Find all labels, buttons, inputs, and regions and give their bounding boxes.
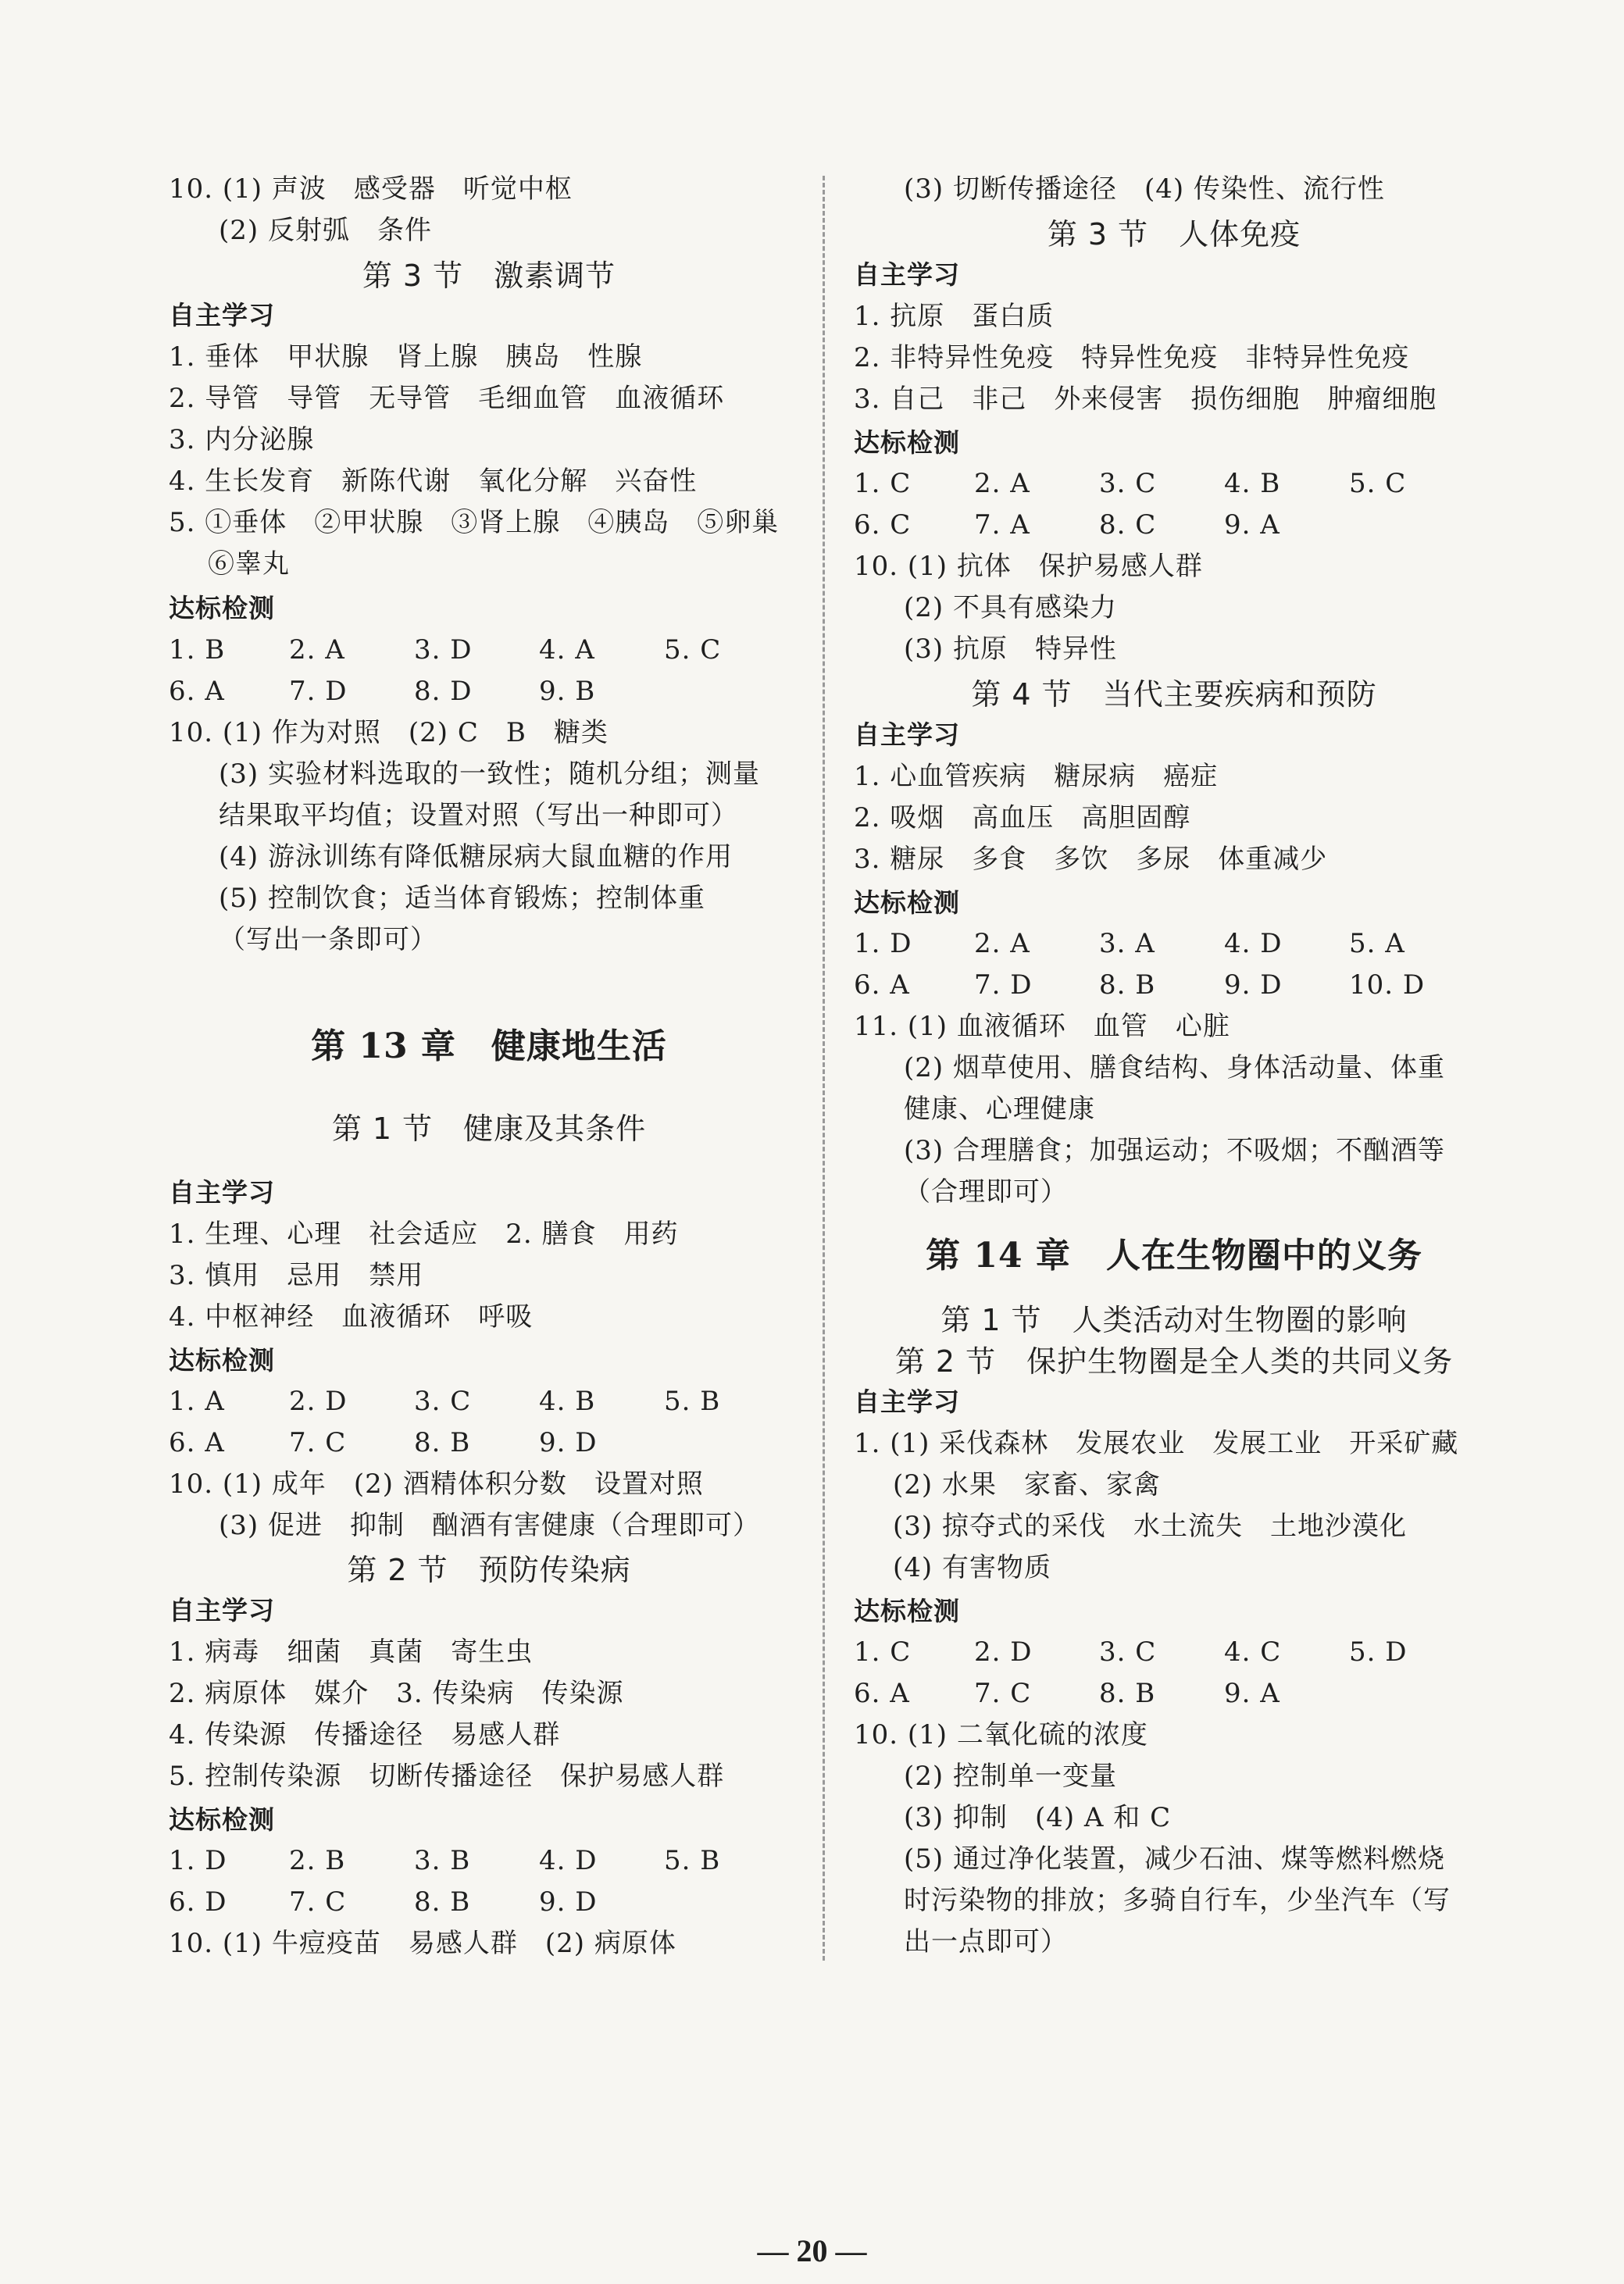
choice-answer: 8. B	[1099, 1678, 1156, 1709]
choice-answer: 9. A	[1224, 509, 1280, 541]
choice-answer: 3. A	[1099, 928, 1155, 959]
answer-line: (2) 烟草使用、膳食结构、身体活动量、体重	[904, 1052, 1445, 1083]
subheading: 自主学习	[854, 1386, 960, 1417]
answer-line: (3) 抗原 特异性	[904, 633, 1117, 665]
choice-answer: 5. D	[1349, 1636, 1408, 1668]
page-number: — 20 —	[757, 2233, 867, 2268]
section-title: 第 1 节 人类活动对生物圈的影响	[940, 1303, 1408, 1337]
answer-line: 10. (1) 作为对照 (2) C B 糖类	[169, 717, 609, 748]
answer-line: 2. 病原体 媒介 3. 传染病 传染源	[169, 1678, 624, 1709]
choice-answer: 6. A	[169, 676, 225, 707]
choice-answer: 2. A	[974, 468, 1030, 499]
answer-line: 1. 抗原 蛋白质	[854, 301, 1055, 332]
subheading: 达标检测	[169, 593, 275, 623]
section-title: 第 3 节 激素调节	[362, 259, 616, 293]
answer-line: 3. 内分泌腺	[169, 424, 315, 455]
choice-answer: 2. B	[289, 1845, 346, 1876]
chapter-title: 第 13 章 健康地生活	[311, 1026, 667, 1066]
choice-answer: 8. D	[414, 676, 473, 707]
answer-line: 健康、心理健康	[904, 1094, 1095, 1125]
choice-answer: 8. C	[1099, 509, 1157, 541]
choice-answer: 2. D	[289, 1386, 348, 1417]
answer-line: 时污染物的排放；多骑自行车，少坐汽车（写	[904, 1885, 1451, 1916]
answer-line: 11. (1) 血液循环 血管 心脏	[854, 1011, 1230, 1042]
choice-answer: 9. D	[539, 1886, 598, 1918]
choice-answer: 3. D	[414, 634, 473, 666]
subheading: 达标检测	[854, 427, 960, 458]
answer-line: (4) 游泳训练有降低糖尿病大鼠血糖的作用	[219, 841, 733, 873]
answer-line: 4. 中枢神经 血液循环 呼吸	[169, 1301, 534, 1333]
answer-line: 4. 传染源 传播途径 易感人群	[169, 1719, 561, 1750]
answer-line: (2) 控制单一变量	[904, 1761, 1117, 1792]
answer-line: 结果取平均值；设置对照（写出一种即可）	[219, 800, 738, 831]
choice-answer: 6. A	[854, 969, 910, 1001]
column-divider	[823, 176, 825, 1961]
choice-answer: 7. D	[289, 676, 348, 707]
chapter-title: 第 14 章 人在生物圈中的义务	[926, 1236, 1422, 1276]
choice-answer: 5. A	[1349, 928, 1405, 959]
choice-answer: 3. C	[1099, 1636, 1157, 1668]
section-title: 第 1 节 健康及其条件	[331, 1112, 647, 1146]
subheading: 达标检测	[169, 1345, 275, 1376]
choice-answer: 1. B	[169, 634, 226, 666]
subheading: 自主学习	[169, 1177, 275, 1208]
subheading: 自主学习	[854, 719, 960, 750]
answer-line: 10. (1) 牛痘疫苗 易感人群 (2) 病原体	[169, 1928, 676, 1959]
choice-answer: 8. B	[414, 1886, 471, 1918]
answer-line: 10. (1) 抗体 保护易感人群	[854, 551, 1203, 582]
answer-line: (2) 反射弧 条件	[219, 215, 432, 246]
answer-line: 10. (1) 成年 (2) 酒精体积分数 设置对照	[169, 1469, 704, 1500]
choice-answer: 5. B	[664, 1386, 721, 1417]
answer-line: 1. 垂体 甲状腺 肾上腺 胰岛 性腺	[169, 341, 643, 373]
choice-answer: 7. C	[974, 1678, 1032, 1709]
answer-line: 出一点即可）	[904, 1926, 1068, 1957]
choice-answer: 5. C	[1349, 468, 1407, 499]
choice-answer: 4. D	[539, 1845, 598, 1876]
answer-line: (2) 不具有感染力	[904, 592, 1117, 623]
answer-line: (3) 合理膳食；加强运动；不吸烟；不酗酒等	[904, 1135, 1445, 1166]
choice-answer: 8. B	[1099, 969, 1156, 1001]
choice-answer: 9. D	[539, 1427, 598, 1458]
answer-line: (3) 实验材料选取的一致性；随机分组；测量	[219, 758, 760, 790]
choice-answer: 9. D	[1224, 969, 1283, 1001]
choice-answer: 5. B	[664, 1845, 721, 1876]
choice-answer: 1. C	[854, 1636, 912, 1668]
answer-line: 2. 吸烟 高血压 高胆固醇	[854, 802, 1191, 833]
choice-answer: 7. D	[974, 969, 1033, 1001]
answer-line: (5) 通过净化装置，减少石油、煤等燃料燃烧	[904, 1843, 1445, 1875]
answer-line: (4) 有害物质	[893, 1552, 1051, 1583]
answer-line: （合理即可）	[904, 1176, 1068, 1208]
choice-answer: 6. D	[169, 1886, 227, 1918]
subheading: 达标检测	[169, 1804, 275, 1835]
answer-line: 10. (1) 二氧化硫的浓度	[854, 1719, 1148, 1750]
choice-answer: 4. A	[539, 634, 595, 666]
choice-answer: 10. D	[1349, 969, 1426, 1001]
section-title: 第 3 节 人体免疫	[1047, 217, 1301, 252]
answer-line: 5. 控制传染源 切断传播途径 保护易感人群	[169, 1761, 725, 1792]
choice-answer: 4. C	[1224, 1636, 1282, 1668]
subheading: 自主学习	[169, 300, 275, 330]
answer-line: 3. 糖尿 多食 多饮 多尿 体重减少	[854, 844, 1328, 875]
answer-line: 4. 生长发育 新陈代谢 氧化分解 兴奋性	[169, 466, 698, 497]
choice-answer: 9. B	[539, 676, 596, 707]
subheading: 自主学习	[854, 259, 960, 290]
choice-answer: 1. C	[854, 468, 912, 499]
answer-line: 1. 生理、心理 社会适应 2. 膳食 用药	[169, 1219, 679, 1250]
choice-answer: 5. C	[664, 634, 722, 666]
choice-answer: 8. B	[414, 1427, 471, 1458]
choice-answer: 6. C	[854, 509, 912, 541]
subheading: 自主学习	[169, 1595, 275, 1626]
answer-line: (3) 促进 抑制 酗酒有害健康（合理即可）	[219, 1510, 760, 1541]
choice-answer: 1. A	[169, 1386, 225, 1417]
choice-answer: 7. C	[289, 1427, 347, 1458]
answer-line: (3) 切断传播途径 (4) 传染性、流行性	[904, 173, 1385, 205]
answer-line: （写出一条即可）	[219, 924, 437, 955]
answer-line: (3) 掠夺式的采伐 水土流失 土地沙漠化	[893, 1511, 1407, 1542]
answer-line: 2. 非特异性免疫 特异性免疫 非特异性免疫	[854, 342, 1410, 373]
subheading: 达标检测	[854, 887, 960, 918]
choice-answer: 7. A	[974, 509, 1030, 541]
answer-line: 1. 心血管疾病 糖尿病 癌症	[854, 761, 1219, 792]
choice-answer: 9. A	[1224, 1678, 1280, 1709]
subheading: 达标检测	[854, 1596, 960, 1626]
choice-answer: 3. C	[414, 1386, 472, 1417]
choice-answer: 2. A	[289, 634, 345, 666]
choice-answer: 2. A	[974, 928, 1030, 959]
choice-answer: 1. D	[169, 1845, 227, 1876]
answer-line: 1. (1) 采伐森林 发展农业 发展工业 开采矿藏	[854, 1428, 1459, 1459]
choice-answer: 1. D	[854, 928, 912, 959]
choice-answer: 4. B	[539, 1386, 596, 1417]
choice-answer: 2. D	[974, 1636, 1033, 1668]
choice-answer: 4. D	[1224, 928, 1283, 959]
answer-line: ⑥睾丸	[208, 548, 290, 580]
answer-line: (5) 控制饮食；适当体育锻炼；控制体重	[219, 883, 705, 914]
choice-answer: 6. A	[169, 1427, 225, 1458]
choice-answer: 3. C	[1099, 468, 1157, 499]
answer-line: 1. 病毒 细菌 真菌 寄生虫	[169, 1636, 534, 1668]
answer-line: 3. 慎用 忌用 禁用	[169, 1260, 424, 1291]
answer-line: (3) 抑制 (4) A 和 C	[904, 1802, 1172, 1833]
section-title: 第 2 节 预防传染病	[347, 1553, 631, 1587]
section-title: 第 4 节 当代主要疾病和预防	[971, 677, 1377, 712]
answer-line: (2) 水果 家畜、家禽	[893, 1469, 1161, 1501]
answer-line: 10. (1) 声波 感受器 听觉中枢	[169, 173, 573, 205]
choice-answer: 7. C	[289, 1886, 347, 1918]
answer-line: 3. 自己 非己 外来侵害 损伤细胞 肿瘤细胞	[854, 384, 1437, 415]
answer-line: 2. 导管 导管 无导管 毛细血管 血液循环	[169, 383, 725, 414]
section-title: 第 2 节 保护生物圈是全人类的共同义务	[894, 1344, 1454, 1379]
choice-answer: 3. B	[414, 1845, 471, 1876]
choice-answer: 6. A	[854, 1678, 910, 1709]
choice-answer: 4. B	[1224, 468, 1281, 499]
answer-line: 5. ①垂体 ②甲状腺 ③肾上腺 ④胰岛 ⑤卵巢	[169, 507, 780, 538]
